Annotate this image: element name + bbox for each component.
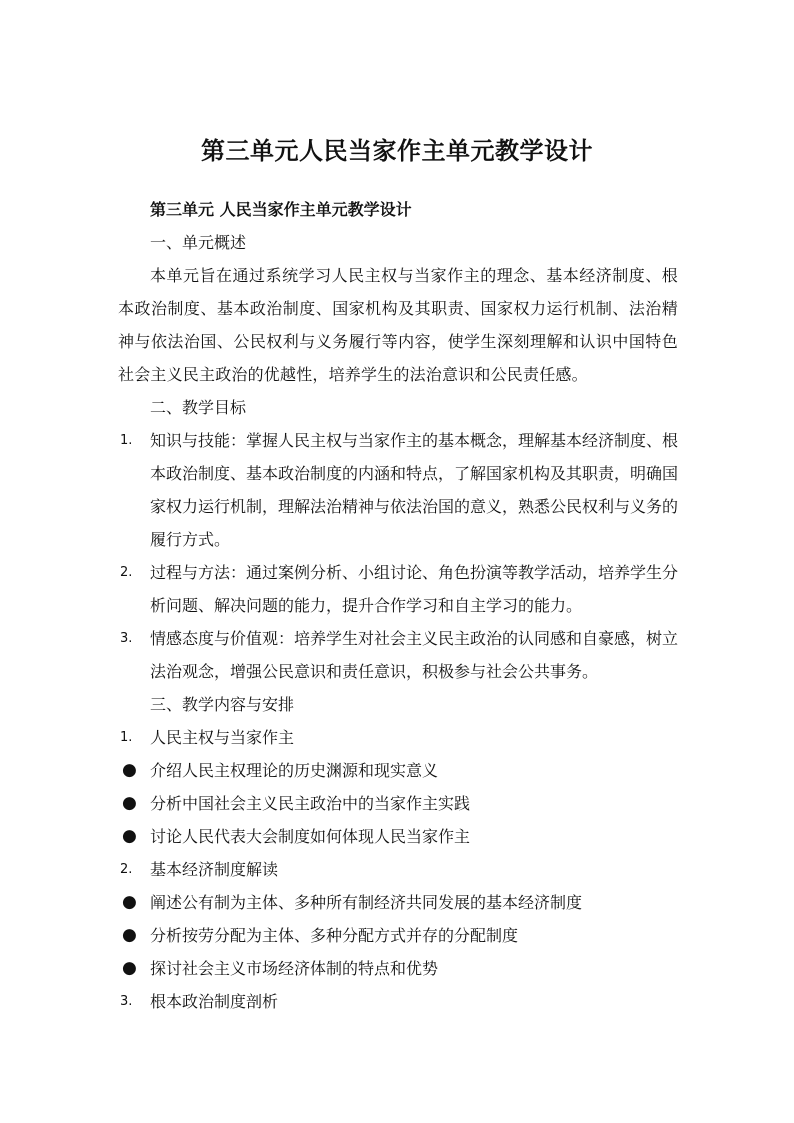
list-item xyxy=(118,556,678,622)
list-item-text: 探讨社会主义市场经济体制的特点和优势 xyxy=(150,959,439,978)
list-item xyxy=(118,820,678,853)
list-item xyxy=(118,787,678,820)
bullet-marker: ● xyxy=(122,793,137,813)
list-item xyxy=(118,622,678,688)
list-item xyxy=(118,886,678,919)
list-item-text: 讨论人民代表大会制度如何体现人民当家作主 xyxy=(150,827,471,846)
list-item xyxy=(118,985,678,1018)
list-item xyxy=(118,853,678,886)
bullet-marker: ● xyxy=(122,760,137,780)
list-item-text: 过程与方法：通过案例分析、小组讨论、角色扮演等教学活动，培养学生分析问题、解决问题的能力，提升合作学习和自主学习的能力。 xyxy=(150,563,679,615)
list-item xyxy=(118,952,678,985)
number-marker: 3. xyxy=(120,994,133,1009)
number-marker: 1. xyxy=(120,433,133,448)
list-item-text: 知识与技能：掌握人民主权与当家作主的基本概念，理解基本经济制度、根本政治制度、基本政治制度的内涵和特点，了解国家机构及其职责，明确国家权力运行机制，理解法治精神与依法治国的意义，熟悉公民权利与义务的履行方式。 xyxy=(150,431,679,549)
list-item-text: 分析按劳分配为主体、多种分配方式并存的分配制度 xyxy=(150,926,519,945)
bullet-marker: ● xyxy=(122,892,137,912)
list-item-text: 介绍人民主权理论的历史渊源和现实意义 xyxy=(150,761,439,780)
section-heading-overview: 一、单元概述 xyxy=(150,233,247,252)
bullet-marker: ● xyxy=(122,958,137,978)
list-item xyxy=(118,424,678,556)
section-heading-content: 三、教学内容与安排 xyxy=(150,695,295,714)
section-heading-objectives: 二、教学目标 xyxy=(150,398,247,417)
number-marker: 2. xyxy=(120,565,133,580)
list-item-text: 人民主权与当家作主 xyxy=(150,728,295,747)
overview-paragraph: 本单元旨在通过系统学习人民主权与当家作主的理念、基本经济制度、根本政治制度、基本政治制度、国家机构及其职责、国家权力运行机制、法治精神与依法治国、公民权利与义务履行等内容，使学生深刻理解和认识中国特色社会主义民主政治的优越性，培养学生的法治意识和公民责任感。 xyxy=(118,266,678,384)
bullet-marker: ● xyxy=(122,826,137,846)
page-title: 第三单元人民当家作主单元教学设计 xyxy=(201,137,593,165)
list-item xyxy=(118,919,678,952)
document-subtitle: 第三单元 人民当家作主单元教学设计 xyxy=(150,200,412,219)
list-item-text: 阐述公有制为主体、多种所有制经济共同发展的基本经济制度 xyxy=(150,893,583,912)
list-item xyxy=(118,754,678,787)
list-item-text: 根本政治制度剖析 xyxy=(150,992,279,1011)
document-body xyxy=(118,193,678,1018)
objectives-list xyxy=(118,424,678,688)
list-item-text: 分析中国社会主义民主政治中的当家作主实践 xyxy=(150,794,471,813)
number-marker: 2. xyxy=(120,862,133,877)
list-item xyxy=(118,721,678,754)
bullet-marker: ● xyxy=(122,925,137,945)
list-item-text: 情感态度与价值观：培养学生对社会主义民主政治的认同感和自豪感，树立法治观念，增强公民意识和责任意识，积极参与社会公共事务。 xyxy=(150,629,679,681)
number-marker: 1. xyxy=(120,730,133,745)
number-marker: 3. xyxy=(120,631,133,646)
list-item-text: 基本经济制度解读 xyxy=(150,860,279,879)
content-list xyxy=(118,721,678,1018)
